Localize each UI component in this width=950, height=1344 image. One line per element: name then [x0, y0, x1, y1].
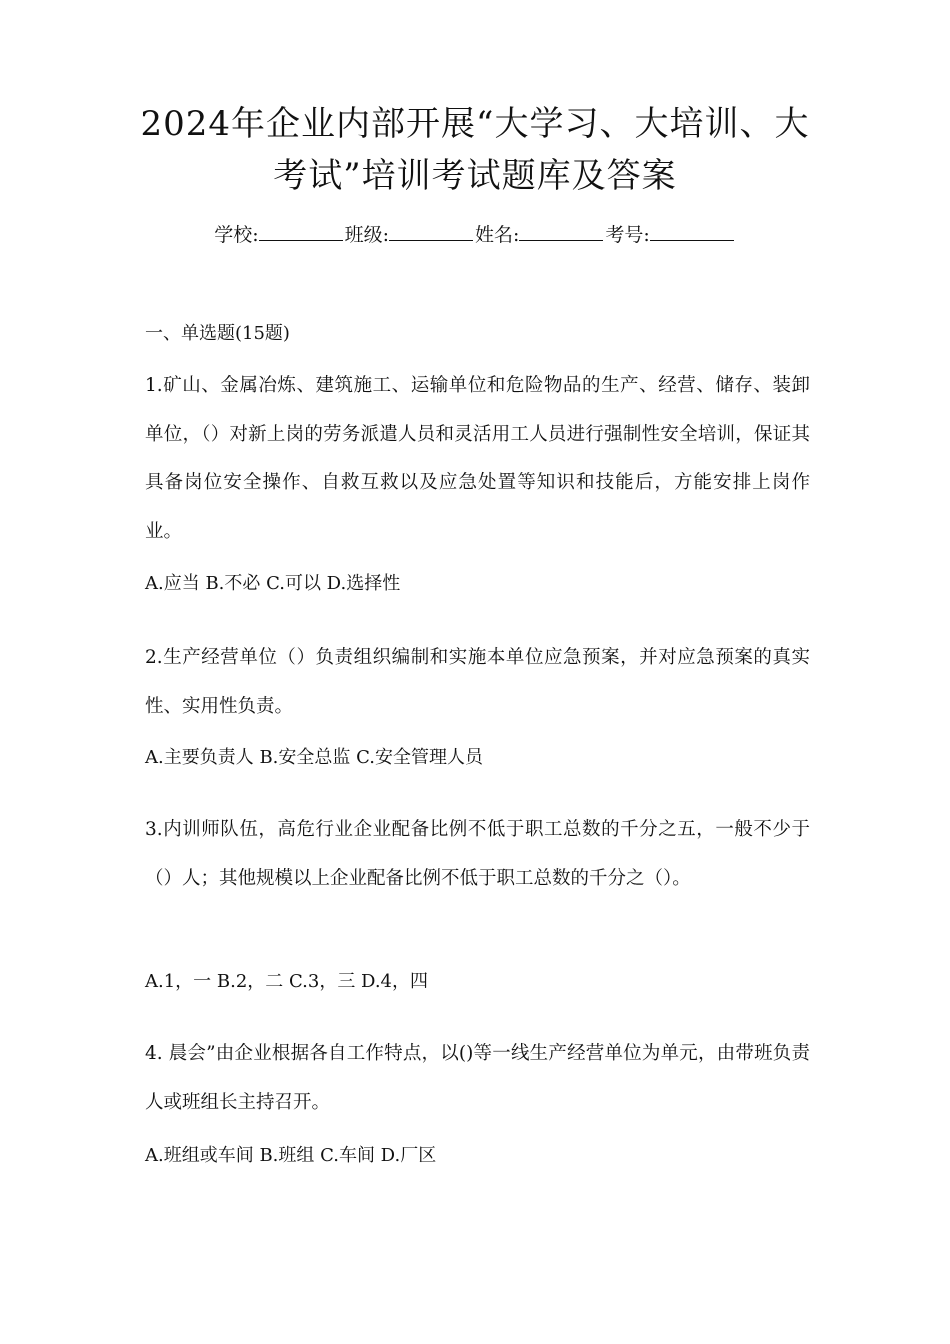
school-label: 学校: — [214, 224, 259, 246]
question-1-text: 1.矿山、金属冶炼、建筑施工、运输单位和危险物品的生产、经营、储存、装卸单位，（）对新上岗的劳务派遣人员和灵活用工人员进行强制性安全培训，保证其具备岗位安全操作、自救互救以及应急处置等知识和技能后，方能安排上岗作业。 — [145, 375, 810, 542]
question-4-text: 4. 晨会”由企业根据各自工作特点，以()等一线生产经营单位为单元，由带班负责人或班组长主持召开。 — [145, 1043, 810, 1113]
name-blank — [519, 222, 603, 241]
section-heading: 一、单选题(15题) — [145, 323, 290, 344]
student-info-line — [0, 221, 950, 249]
question-3-text: 3.内训师队伍，高危行业企业配备比例不低于职工总数的千分之五，一般不少于（）人；其他规模以上企业配备比例不低于职工总数的千分之（）。 — [145, 819, 810, 889]
question-1-options: A.应当 B.不必 C.可以 D.选择性 — [145, 573, 401, 594]
document-title — [120, 98, 830, 202]
school-blank — [259, 222, 343, 241]
name-label: 姓名: — [475, 224, 520, 246]
class-blank — [389, 222, 473, 241]
exam-number-label: 考号: — [605, 224, 650, 246]
question-3-options: A.1，一 B.2，二 C.3，三 D.4，四 — [145, 971, 429, 992]
question-4-options: A.班组或车间 B.班组 C.车间 D.厂区 — [145, 1145, 437, 1166]
exam-number-blank — [650, 222, 734, 241]
question-2-options: A.主要负责人 B.安全总监 C.安全管理人员 — [145, 747, 483, 768]
class-label: 班级: — [344, 224, 389, 246]
question-2-text: 2.生产经营单位（）负责组织编制和实施本单位应急预案，并对应急预案的真实性、实用性负责。 — [145, 647, 810, 717]
document-title-line-2: 考试”培训考试题库及答案 — [273, 156, 677, 196]
document-title-line-1: 2024年企业内部开展“大学习、大培训、大 — [140, 104, 810, 144]
